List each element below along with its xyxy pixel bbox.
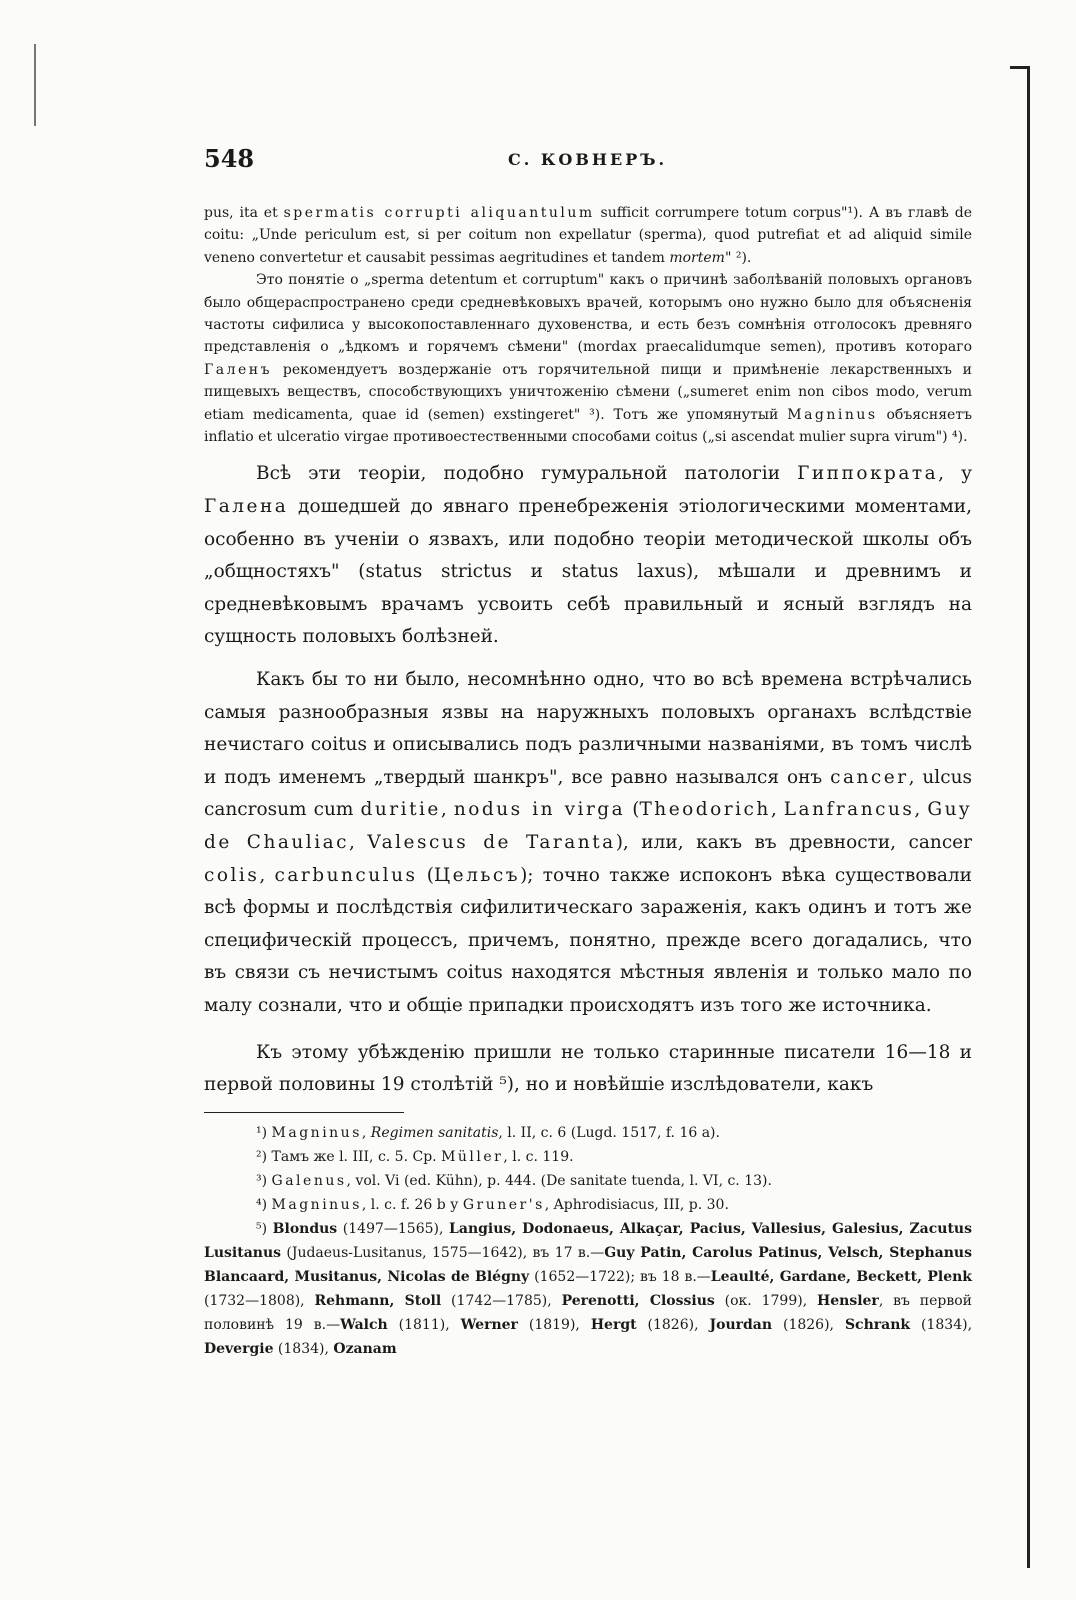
footnote — [204, 1121, 972, 1145]
text-run: , у — [938, 463, 972, 485]
text-run: ); точно также испоконъ вѣка существовали всѣ формы и послѣдствія сифилитическаго зараженія, какъ одинъ и тотъ же специфическій процессъ, причемъ, понятно, прежде всего догадались, что въ связи съ нечистымъ coitus находятся мѣстныя явленія и только мало по малу сознали, что и общіе припадки происходятъ изъ того же источника. — [204, 864, 972, 1016]
text-run: carbunculus — [274, 864, 418, 886]
text-run: " ²). — [724, 249, 752, 266]
paragraph — [204, 664, 972, 1023]
page-header — [204, 140, 972, 184]
text-run: , — [914, 799, 928, 821]
text-run: , l. c. f. 26 b у — [361, 1196, 463, 1213]
text-run: ), или, какъ въ древности, cancer — [615, 832, 972, 853]
text-run: (1826), — [772, 1316, 845, 1333]
text-run: Valescus de Taranta — [367, 832, 616, 853]
paragraph — [204, 1037, 972, 1102]
text-run: Къ этому убѣжденію пришли не только старинные писатели 16—18 и первой половины 19 столѣтій ⁵), но и новѣйшіе изслѣдователи, какъ — [204, 1041, 972, 1096]
footnote — [204, 1169, 972, 1193]
text-run: , ulcus cancrosum cum — [204, 766, 972, 821]
text-run: Schrank — [844, 1316, 911, 1333]
text-run: рекомендуетъ воздержаніе отъ горячительной пищи и примѣненіе лекарственныхъ и пищевыхъ веществъ, способствующихъ уничтоженію сѣмени („sumeret enim non cibos modo, verum etiam medicamenta, quae id (semen) exstingeret" ³). Тотъ же упомянутый — [204, 361, 972, 423]
text-run: pus, ita et — [204, 205, 284, 221]
text-run: ²) Тамъ же l. III, c. 5. Ср. — [256, 1148, 442, 1165]
book-page — [204, 140, 972, 1361]
text-run: Hensler — [817, 1292, 879, 1309]
text-run: ⁴) — [256, 1196, 272, 1213]
text-run: Devergie — [204, 1340, 274, 1357]
text-run: ¹) — [256, 1124, 272, 1141]
text-run: mortem — [669, 249, 725, 266]
text-run: (1826), — [636, 1316, 710, 1333]
page-number: 548 — [204, 144, 255, 173]
text-run: ( — [417, 864, 435, 886]
text-run: Hergt — [590, 1316, 637, 1333]
text-run: Galenus — [271, 1172, 347, 1189]
paragraph — [204, 458, 972, 654]
text-run: , — [361, 1124, 371, 1141]
text-run: Müller — [441, 1148, 504, 1165]
paragraph — [204, 202, 972, 269]
text-run: Magninus — [271, 1124, 362, 1141]
text-run: Цельсъ — [434, 864, 521, 886]
text-run: spermatis corrupti aliquantulum — [283, 205, 595, 221]
footnote — [204, 1217, 972, 1361]
text-run: , — [770, 799, 784, 821]
footnote-rule — [204, 1112, 404, 1113]
paragraph — [204, 269, 972, 448]
text-run: Theodorich — [639, 799, 771, 821]
text-run: Это понятіе о „sperma detentum et corruptum" какъ о причинѣ заболѣваній половыхъ органовъ было общераспространено среди средневѣковыхъ врачей, которымъ оно нужно было для объясненія частоты сифилиса у высокопоставленнаго духовенства, и есть безъ сомнѣнія отголосокъ древняго представленія о „ѣдкомъ и горячемъ сѣмени" (mordax praecalidumque semen), противъ котораго — [204, 272, 972, 356]
text-run: Walch — [340, 1316, 388, 1333]
text-run: (Judaeus-Lusitanus, 1575—1642), въ 17 в.— — [281, 1244, 605, 1261]
text-run: Гиппократа — [797, 463, 939, 485]
text-run: Guy Patin, Carolus Patinus, Velsch, Stephanus Blancaard, Musitanus, Nicolas de Blégny — [204, 1244, 972, 1285]
text-run: (1732—1808), — [204, 1292, 315, 1309]
text-run: Langius, Dodonaeus, Alkaçar, Pacius, Vallesius, Galesius, Zacutus Lusitanus — [204, 1220, 972, 1261]
text-run: (1742—1785), — [441, 1292, 562, 1309]
text-run: , — [440, 799, 454, 821]
text-run: , l. II, c. 6 (Lugd. 1517, f. 16 a). — [498, 1124, 720, 1141]
text-run: sufficit corrumpere totum corpus"¹). А въ главѣ de coitu: „Unde periculum est, si per coitum non expellatur (sperma), quod putrefiat et ad aliquid simile veneno convertetur et causabit pessimas aegritudines et tandem — [204, 205, 972, 266]
text-run: Leaulté, Gardane, Beckett, Plenk — [710, 1268, 972, 1285]
text-run: ⁵) — [256, 1220, 273, 1237]
text-run: Всѣ эти теоріи, подобно гумуральной патологіи — [256, 463, 798, 485]
scan-edge-line — [1010, 66, 1030, 69]
scan-edge-line — [1027, 68, 1030, 1568]
text-run: Werner — [460, 1316, 518, 1333]
text-run: объясняетъ inflatio et ulceratio virgae противоестественными способами coitus („si ascendat mulier supra virum") ⁴). — [204, 406, 972, 446]
text-run: nodus in virga — [453, 799, 626, 821]
text-run: (1652—1722); въ 18 в.— — [529, 1268, 711, 1285]
text-run: (1834), — [910, 1316, 973, 1333]
text-run: (1834), — [273, 1340, 334, 1357]
text-run: duritie — [360, 799, 441, 821]
text-run: Perenotti, Clossius — [561, 1292, 715, 1309]
footnote — [204, 1145, 972, 1169]
text-run: (1819), — [517, 1316, 591, 1333]
text-run: (ок. 1799), — [714, 1292, 818, 1309]
text-run: Галена — [204, 496, 289, 518]
text-run: Guy de Chauliac — [204, 799, 973, 853]
text-run: дошедшей до явнаго пренебреженія этіологическими моментами, особенно въ ученіи о язвахъ, или подобно теоріи методической школы объ „общностяхъ" (status strictus и status laxus), мѣшали и древнимъ и средневѣковымъ врачамъ усвоить себѣ правильный и ясный взглядъ на сущность половыхъ болѣзней. — [204, 496, 972, 648]
text-run: , — [259, 864, 275, 886]
running-head: С. КОВНЕРЪ. — [508, 150, 668, 169]
text-run: ³) — [256, 1172, 272, 1189]
text-run: (1811), — [387, 1316, 461, 1333]
footnote — [204, 1193, 972, 1217]
text-run: , l. c. 119. — [503, 1148, 574, 1165]
text-run: ( — [625, 799, 640, 821]
text-run: Gruner's — [462, 1196, 545, 1213]
text-run: Галенъ — [204, 361, 273, 378]
text-run: , — [349, 832, 368, 853]
text-run: , Aphrodisiacus, III, p. 30. — [544, 1196, 729, 1213]
text-run: (1497—1565), — [337, 1220, 450, 1237]
text-run: Ozanam — [333, 1340, 397, 1357]
text-run: , въ первой половинѣ 19 в.— — [204, 1292, 972, 1333]
text-run: Regimen sanitatis — [370, 1124, 499, 1141]
text-run: Rehmann, Stoll — [314, 1292, 442, 1309]
text-run: cancer — [830, 766, 909, 788]
text-run: Какъ бы то ни было, несомнѣнно одно, что во всѣ времена встрѣчались самыя разнообразныя язвы на наружныхъ половыхъ органахъ вслѣдствіе нечистаго coitus и описывались подъ различными названіями, въ томъ числѣ и подъ именемъ „твердый шанкръ", все равно назывался онъ — [204, 669, 972, 788]
text-run: Magninus — [271, 1196, 362, 1213]
text-run: , vol. Vi (ed. Kühn), p. 444. (De sanitate tuenda, l. VI, c. 13). — [346, 1172, 772, 1189]
text-run: Blondus — [272, 1220, 338, 1237]
scan-edge-line — [34, 44, 36, 126]
text-run: Lanfrancus — [783, 799, 915, 821]
text-run: colis — [204, 864, 260, 886]
text-run: Magninus — [787, 406, 878, 423]
text-run: Jourdan — [709, 1316, 773, 1333]
